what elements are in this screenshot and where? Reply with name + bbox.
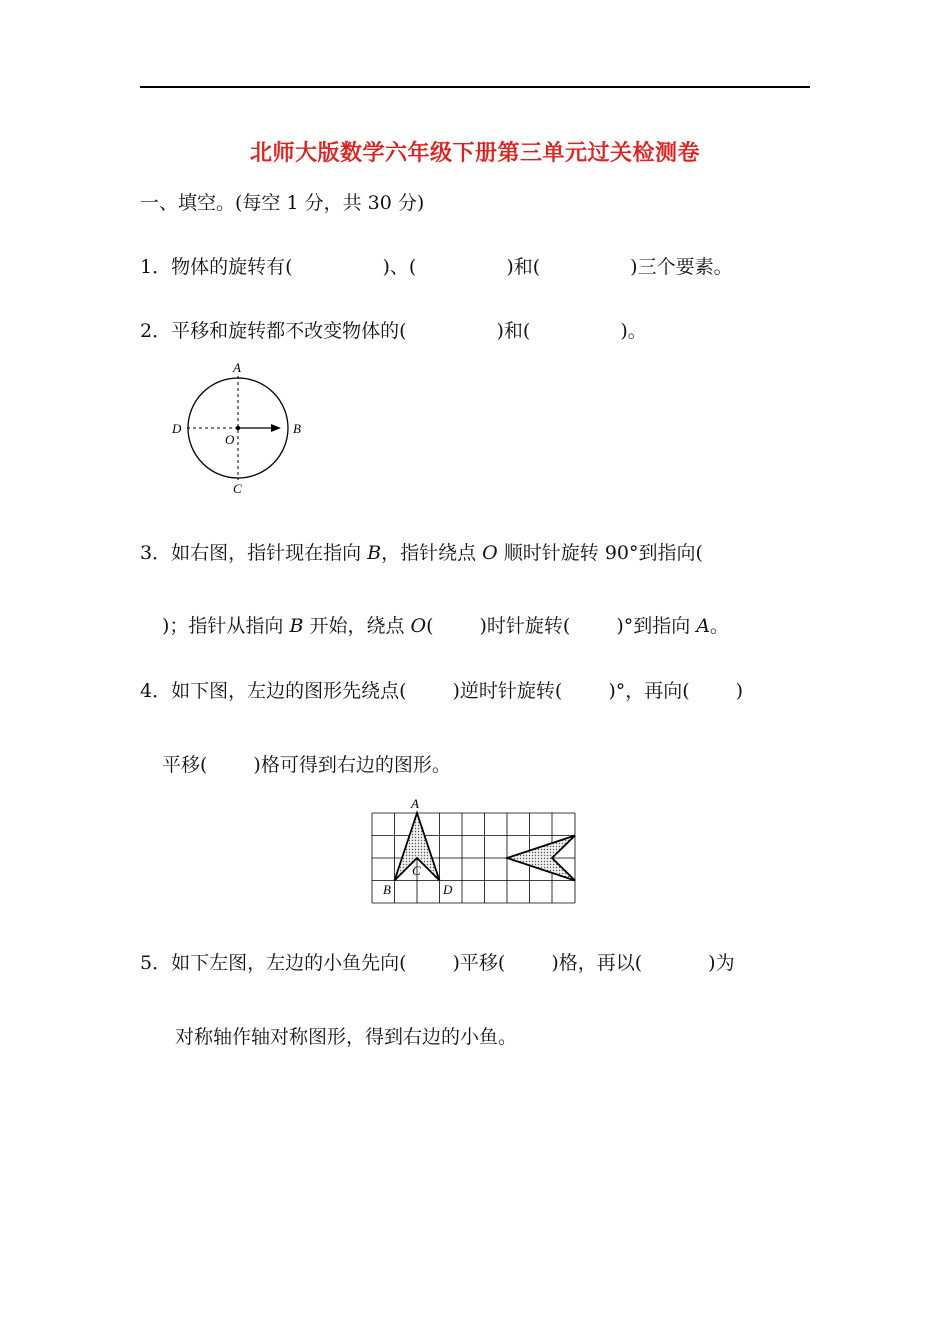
q4-text-a: 如下图，左边的图形先绕点( xyxy=(171,680,407,702)
q3-text-k: )时针旋转( xyxy=(479,615,571,637)
q4-text-f: )格可得到右边的图形。 xyxy=(253,754,451,776)
q3-text-l: )°到指向 xyxy=(616,615,697,637)
question-4-line-1 xyxy=(140,676,743,703)
q2-text-c: )。 xyxy=(620,320,647,342)
q4-text-e: 平移( xyxy=(162,754,208,776)
label-c: C xyxy=(233,481,242,496)
q2-number: 2． xyxy=(140,320,172,342)
q2-text-a: 平移和旋转都不改变物体的( xyxy=(171,320,407,342)
q3-text-j: ( xyxy=(426,615,434,637)
q1-text-a: 物体的旋转有( xyxy=(171,256,293,278)
section-heading: 一、填空。(每空 1 分，共 30 分) xyxy=(140,192,425,214)
q2-text-b: )和( xyxy=(496,320,531,342)
q5-text-d: )为 xyxy=(708,952,735,974)
q3-text-a: 如右图，指针现在指向 xyxy=(171,542,368,564)
question-3-line-2 xyxy=(162,611,729,638)
q3-var-a: A xyxy=(696,615,711,637)
question-5-line-2: 对称轴作轴对称图形，得到右边的小鱼。 xyxy=(175,1026,518,1048)
question-3-line-1 xyxy=(140,538,703,565)
q3-text-n: 。 xyxy=(710,615,730,637)
q3-var-o-2: O xyxy=(410,615,427,637)
q1-number: 1． xyxy=(140,256,172,278)
q3-text-h: 开始，绕点 xyxy=(303,615,411,637)
grid-label-d: D xyxy=(443,882,453,897)
q3-number: 3． xyxy=(140,542,172,564)
q1-text-b: )、( xyxy=(382,256,417,278)
label-b: B xyxy=(293,421,301,436)
label-d: D xyxy=(172,421,182,436)
pointer-arrowhead-icon xyxy=(271,424,281,432)
question-1 xyxy=(140,252,733,279)
q3-text-c: ，指针绕点 xyxy=(381,542,483,564)
q5-text-b: )平移( xyxy=(452,952,506,974)
center-point xyxy=(236,426,240,430)
q3-var-o: O xyxy=(482,542,498,564)
header-rule xyxy=(140,86,810,88)
label-o: O xyxy=(225,432,235,447)
q3-var-b: B xyxy=(367,542,382,564)
q3-var-b-2: B xyxy=(289,615,304,637)
grid-label-b: B xyxy=(383,882,391,897)
grid-label-c: C xyxy=(412,863,421,878)
q1-text-c: )和( xyxy=(506,256,541,278)
grid-rotation-figure xyxy=(360,794,585,906)
label-a: A xyxy=(233,360,241,375)
q4-text-b: )逆时针旋转( xyxy=(452,680,563,702)
q4-number: 4． xyxy=(140,680,172,702)
q5-text-c: )格，再以( xyxy=(551,952,643,974)
question-2 xyxy=(140,316,647,343)
question-5-line-1 xyxy=(140,948,735,975)
q5-text-a: 如下左图，左边的小鱼先向( xyxy=(171,952,407,974)
q5-number: 5． xyxy=(140,952,172,974)
q4-text-d: ) xyxy=(735,680,744,702)
q1-text-d: )三个要素。 xyxy=(630,256,733,278)
clock-pointer-figure xyxy=(165,358,315,498)
q3-text-f: )；指针从指向 xyxy=(162,615,290,637)
question-4-line-2 xyxy=(162,750,451,777)
q3-text-e: 顺时针旋转 90°到指向( xyxy=(497,542,703,564)
grid-label-a: A xyxy=(411,796,419,811)
q4-text-c: )°，再向( xyxy=(608,680,690,702)
page-title: 北师大版数学六年级下册第三单元过关检测卷 xyxy=(249,141,700,166)
